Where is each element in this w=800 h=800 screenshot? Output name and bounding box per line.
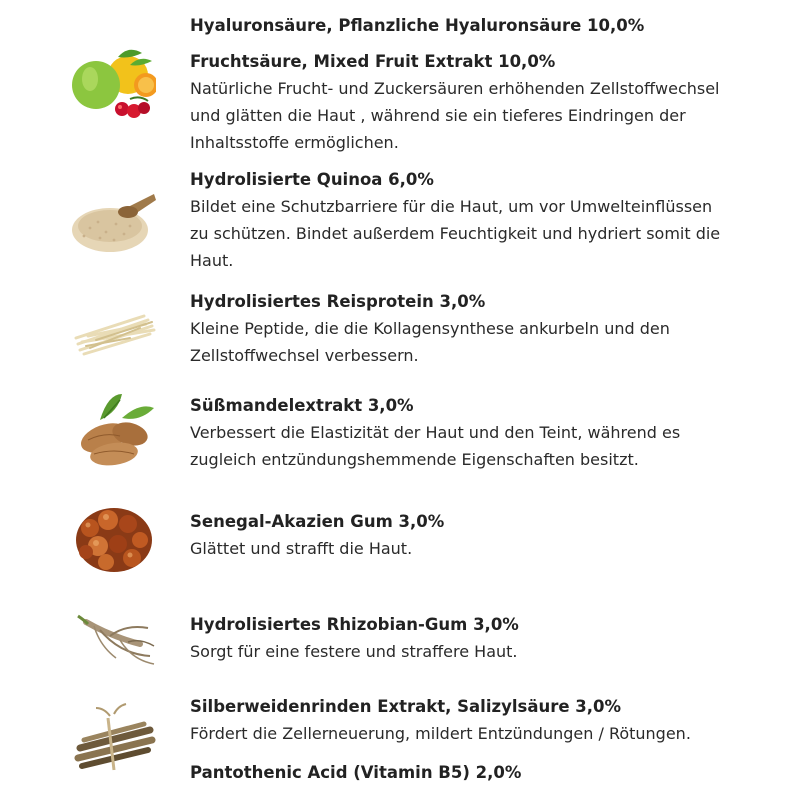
ingredient-title: Hydrolisiertes Reisprotein 3,0% [190,292,486,311]
quinoa-icon [70,186,156,256]
acacia-gum-icon [70,500,156,576]
ingredient-title: Hyaluronsäure, Pflanzliche Hyaluronsäure 10,0% [190,16,645,35]
ingredient-title: Hydrolisiertes Rhizobian-Gum 3,0% [190,615,519,634]
willow-bark-icon [70,700,156,776]
ingredient-title: Pantothenic Acid (Vitamin B5) 2,0% [190,763,522,782]
ingredient-title: Hydrolisierte Quinoa 6,0% [190,170,434,189]
ingredient-description: Glättet und strafft die Haut. [190,539,413,558]
ingredient-title: Fruchtsäure, Mixed Fruit Extrakt 10,0% [190,52,556,71]
ingredient-description: Natürliche Frucht- und Zuckersäuren erhöhenden Zellstoffwechsel und glätten die Haut , während sie ein tieferes Eindringen der Inhaltsstoffe ermöglichen. [190,79,720,152]
ingredient-description: Fördert die Zellerneuerung, mildert Entzündungen / Rötungen. [190,724,691,743]
root-icon [70,610,156,670]
ingredient-description: Verbessert die Elastizität der Haut und den Teint, während es zugleich entzündungshemmende Eigenschaften besitzt. [190,423,681,469]
rice-icon [70,300,156,360]
ingredient-title: Silberweidenrinden Extrakt, Salizylsäure 3,0% [190,697,622,716]
ingredient-description: Kleine Peptide, die die Kollagensynthese ankurbeln und den Zellstoffwechsel verbessern. [190,319,670,365]
almond-icon [70,390,156,470]
ingredient-title: Senegal-Akazien Gum 3,0% [190,512,445,531]
ingredient-description: Bildet eine Schutzbarriere für die Haut, um vor Umwelteinflüssen zu schützen. Bindet außerdem Feuchtigkeit und hydriert somit die Haut. [190,197,721,270]
ingredient-description: Sorgt für eine festere und straffere Haut. [190,642,518,661]
fruit-icon [70,45,156,121]
ingredient-title: Süßmandelextrakt 3,0% [190,396,414,415]
